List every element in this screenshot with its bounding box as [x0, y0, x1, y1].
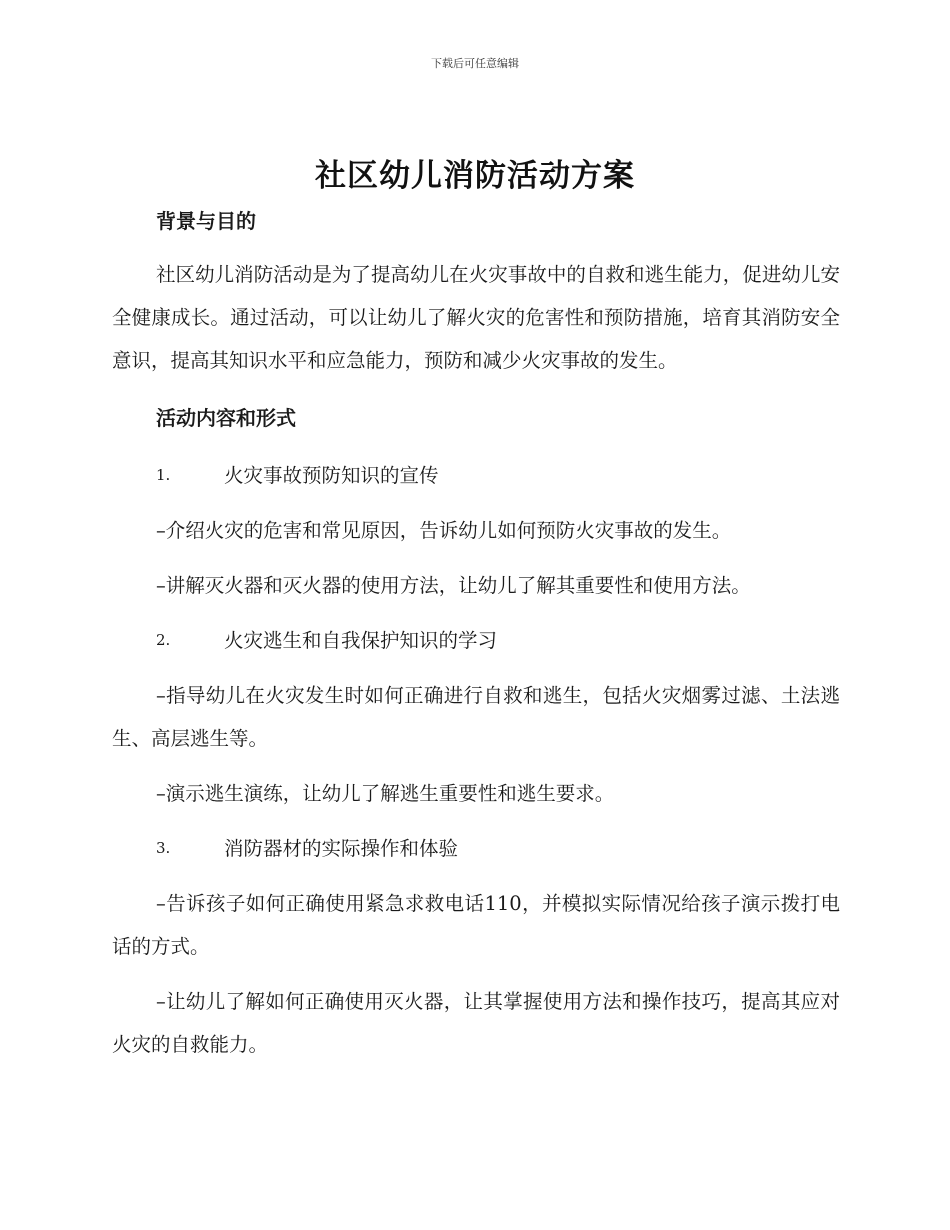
list-point: –讲解灭火器和灭火器的使用方法，让幼儿了解其重要性和使用方法。 [156, 574, 751, 597]
section-heading-background: 背景与目的 [156, 209, 256, 233]
list-number: 2. [156, 631, 171, 649]
list-point: –告诉孩子如何正确使用紧急求救电话110，并模拟实际情况给孩子演示拨打电话的方式。 [112, 892, 840, 958]
list-point: –演示逃生演练，让幼儿了解逃生重要性和逃生要求。 [156, 782, 615, 805]
background-paragraph: 社区幼儿消防活动是为了提高幼儿在火灾事故中的自救和逃生能力，促进幼儿安全健康成长。通过活动，可以让幼儿了解火灾的危害性和预防措施，培育其消防安全意识，提高其知识水平和应急能力，预防和减少火灾事故的发生。 [112, 263, 840, 372]
list-item-title: 火灾事故预防知识的宣传 [224, 464, 439, 487]
list-number: 3. [156, 839, 171, 857]
page-header-note: 下载后可任意编辑 [431, 57, 519, 70]
list-item-title: 消防器材的实际操作和体验 [224, 837, 459, 860]
list-item-2 [112, 619, 840, 662]
list-point: –让幼儿了解如何正确使用灭火器，让其掌握使用方法和操作技巧，提高其应对火灾的自救能力。 [112, 990, 840, 1056]
document-title: 社区幼儿消防活动方案 [315, 158, 635, 194]
list-number: 1. [156, 466, 171, 484]
list-point: –介绍火灾的危害和常见原因，告诉幼儿如何预防火灾事故的发生。 [156, 519, 732, 542]
list-item-3 [112, 827, 840, 870]
list-item-title: 火灾逃生和自我保护知识的学习 [224, 629, 498, 652]
section-heading-content: 活动内容和形式 [156, 406, 296, 430]
list-item-1 [112, 454, 840, 497]
list-point: –指导幼儿在火灾发生时如何正确进行自救和逃生，包括火灾烟雾过滤、土法逃生、高层逃生等。 [112, 684, 840, 750]
document-body [112, 203, 840, 1066]
